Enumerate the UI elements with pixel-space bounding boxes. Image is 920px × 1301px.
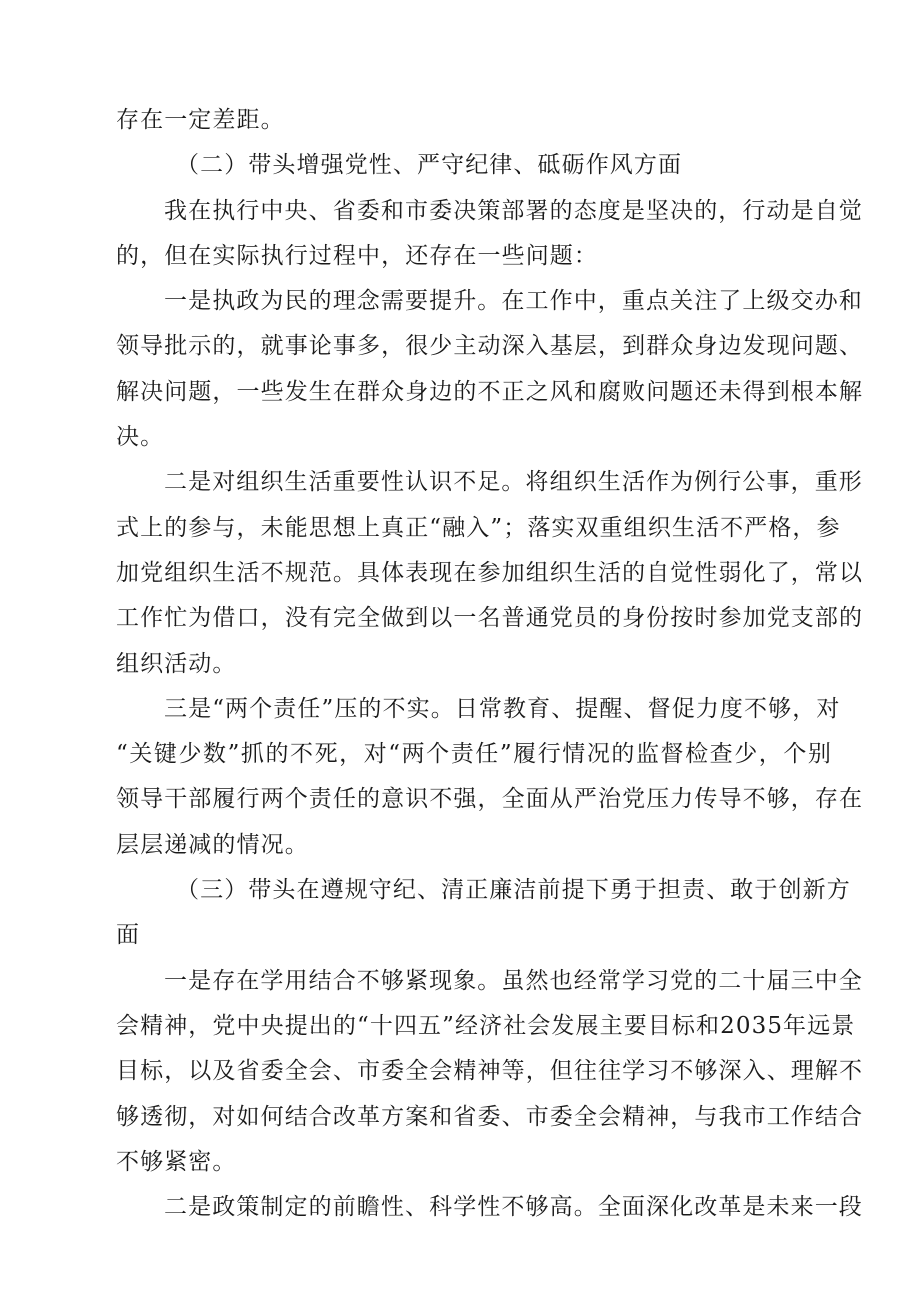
text-line: （二）带头增强党性、严守纪律、砥砺作风方面: [176, 152, 683, 179]
text-line: 不够紧密。: [116, 1148, 237, 1175]
text-line: 的，但在实际执行过程中，还存在一些问题：: [116, 242, 598, 269]
text-line: 一是执政为民的理念需要提升。在工作中，重点关注了上级交办和: [164, 288, 863, 315]
text-line: （三）带头在遵规守纪、清正廉洁前提下勇于担责、敢于创新方: [176, 877, 851, 904]
text-line: 式上的参与，未能思想上真正“融入”；落实双重组织生活不严格，参: [116, 514, 841, 541]
text-line: 解决问题，一些发生在群众身边的不正之风和腐败问题还未得到根本解: [116, 378, 864, 405]
text-line: 层层递减的情况。: [116, 831, 309, 858]
text-line: 目标，以及省委全会、市委全会精神等，但往往学习不够深入、理解不: [116, 1058, 864, 1085]
text-line: 工作忙为借口，没有完全做到以一名普通党员的身份按时参加党支部的: [116, 605, 864, 632]
text-line: “关键少数”抓的不死，对“两个责任”履行情况的监督检查少，个别: [116, 741, 832, 768]
text-line: 面: [116, 922, 141, 949]
text-line: 二是政策制定的前瞻性、科学性不够高。全面深化改革是未来一段: [164, 1194, 863, 1221]
text-line: 会精神，党中央提出的“十四五”经济社会发展主要目标和2035年远景: [116, 1012, 856, 1039]
text-line: 加党组织生活不规范。具体表现在参加组织生活的自觉性弱化了，常以: [116, 559, 864, 586]
text-line: 领导批示的，就事论事多，很少主动深入基层，到群众身边发现问题、: [116, 333, 864, 360]
text-line: 够透彻，对如何结合改革方案和省委、市委全会精神，与我市工作结合: [116, 1103, 864, 1130]
text-line: 存在一定差距。: [116, 107, 285, 133]
text-line: 组织活动。: [116, 650, 237, 677]
text-line: 一是存在学用结合不够紧现象。虽然也经常学习党的二十届三中全: [164, 967, 863, 994]
document-body: [116, 98, 864, 1230]
text-line: 领导干部履行两个责任的意识不强，全面从严治党压力传导不够，存在: [116, 786, 864, 813]
text-line: 我在执行中央、省委和市委决策部署的态度是坚决的，行动是自觉: [164, 197, 863, 224]
text-line: 决。: [116, 424, 165, 451]
text-line: 二是对组织生活重要性认识不足。将组织生活作为例行公事，重形: [164, 469, 863, 496]
text-line: 三是“两个责任”压的不实。日常教育、提醒、督促力度不够，对: [164, 695, 841, 722]
